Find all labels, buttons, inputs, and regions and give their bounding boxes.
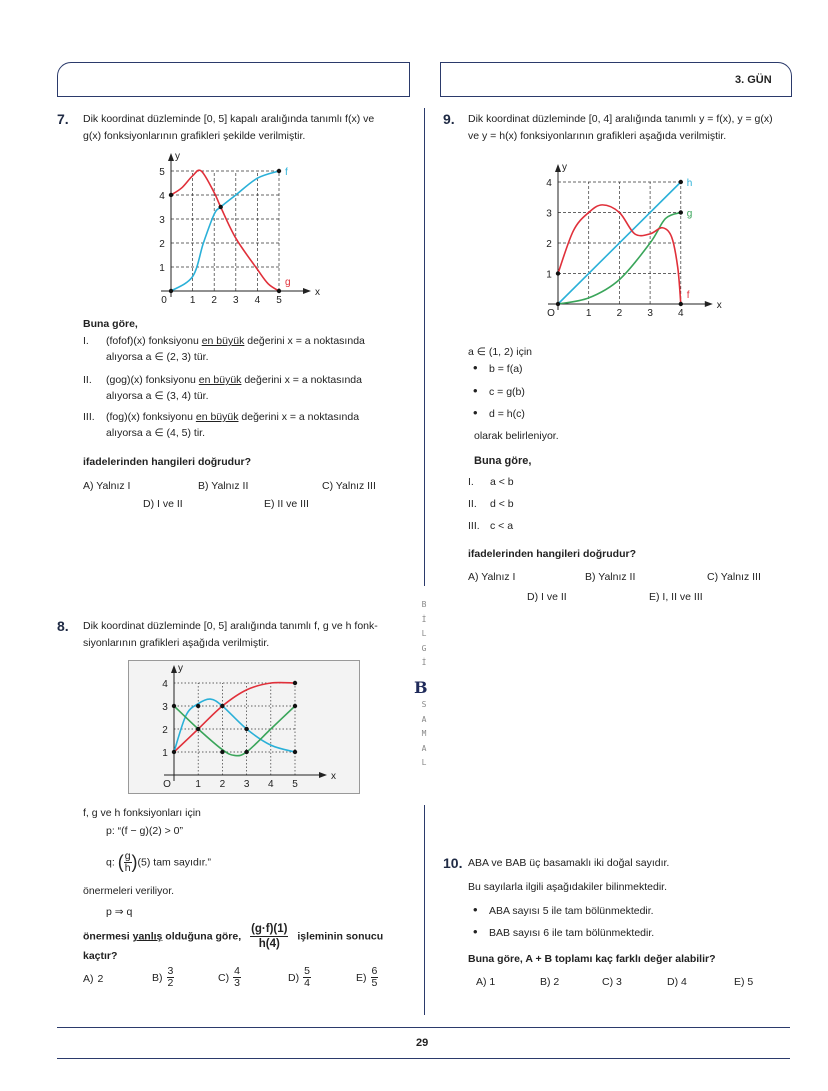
q8-q-suffix: (5) tam sayıdır.” bbox=[137, 856, 212, 869]
q8-choice-a[interactable] bbox=[83, 973, 103, 985]
q9-choice-d[interactable]: D) I ve II bbox=[527, 591, 567, 603]
q8-intro: f, g ve h fonksiyonları için bbox=[83, 807, 201, 819]
x-axis-arrow-icon bbox=[303, 288, 311, 294]
q8-q-prefix: q: bbox=[106, 856, 118, 869]
item-text: değerini x = a noktasında bbox=[238, 411, 360, 423]
day-label: 3. GÜN bbox=[735, 74, 772, 86]
q9-choice-c[interactable]: C) Yalnız III bbox=[707, 571, 761, 583]
x-tick-label: 1 bbox=[585, 308, 592, 319]
item-text: (gog)(x) fonksiyonu bbox=[106, 374, 199, 386]
q7-choice-a[interactable]: A) Yalnız I bbox=[83, 480, 131, 492]
denominator: 3 bbox=[234, 977, 240, 989]
q7-text-2: g(x) fonksiyonlarının grafikleri şekilde verilmiştir. bbox=[83, 130, 306, 142]
x-tick-label: 4 bbox=[678, 308, 684, 319]
q10-bullet: ABA sayısı 5 ile tam bölünmektedir. bbox=[489, 905, 654, 917]
series-label: g bbox=[285, 277, 291, 288]
y-tick-label: 2 bbox=[159, 239, 165, 250]
q9-number: 9. bbox=[443, 111, 455, 127]
q8-choice-e[interactable] bbox=[356, 966, 378, 989]
q7-item-line2: alıyorsa a ∈ (2, 3) tür. bbox=[106, 351, 209, 363]
data-point bbox=[220, 750, 224, 754]
q8-statement-q bbox=[106, 851, 211, 874]
item-numeral: I. bbox=[83, 335, 89, 347]
paren-open: ( bbox=[117, 852, 124, 872]
choice-fraction bbox=[371, 966, 379, 989]
q10-choice-d[interactable]: D) 4 bbox=[667, 976, 687, 988]
choice-letter: C) bbox=[218, 971, 230, 984]
footer-line-top bbox=[57, 1027, 790, 1028]
side-letter: M bbox=[421, 729, 427, 738]
x-tick-label: 4 bbox=[268, 779, 274, 790]
origin-label: 0 bbox=[161, 295, 167, 306]
data-point bbox=[556, 271, 560, 275]
q8-q-denominator: h bbox=[124, 862, 131, 874]
series-label: h bbox=[686, 178, 693, 189]
q10-bullet: BAB sayısı 6 ile tam bölünmektedir. bbox=[489, 927, 655, 939]
item-underlined: en büyük bbox=[201, 335, 245, 347]
side-letter: A bbox=[421, 743, 427, 753]
q10-text-2: Bu sayılarla ilgili aşağıdakiler bilinmektedir. bbox=[468, 881, 668, 893]
q8-number: 8. bbox=[57, 618, 69, 634]
q7-choice-d[interactable]: D) I ve II bbox=[143, 498, 183, 510]
q9-item: a < b bbox=[490, 476, 514, 488]
q10-number: 10. bbox=[443, 855, 463, 871]
q7-question: ifadelerinden hangileri doğrudur? bbox=[83, 456, 252, 468]
q8-ask-mid: olduğuna göre, bbox=[162, 930, 242, 943]
choice-fraction bbox=[167, 966, 175, 989]
x-tick-label: 3 bbox=[647, 308, 653, 319]
data-point bbox=[277, 169, 281, 173]
q8-implication: p ⇒ q bbox=[106, 906, 133, 918]
data-point bbox=[556, 302, 560, 306]
q7-text-1: Dik koordinat düzleminde [0, 5] kapalı aralığında tanımlı f(x) ve bbox=[83, 113, 375, 125]
denominator: 4 bbox=[304, 977, 310, 989]
denominator: 2 bbox=[167, 977, 174, 989]
side-letter: G bbox=[421, 643, 427, 653]
item-text: değerini x = a noktasında bbox=[244, 335, 365, 347]
denominator: 5 bbox=[371, 977, 378, 989]
bullet-icon: • bbox=[473, 383, 478, 398]
y-axis-arrow-icon bbox=[555, 164, 561, 172]
choice-letter: B) bbox=[152, 971, 163, 984]
q8-choice-d[interactable] bbox=[288, 966, 311, 989]
series-h-line bbox=[558, 182, 681, 304]
side-letter: İ bbox=[421, 614, 427, 624]
q8-ask bbox=[83, 922, 383, 951]
x-tick-label: 5 bbox=[276, 295, 282, 306]
page-number: 29 bbox=[416, 1037, 429, 1049]
x-tick-label: 5 bbox=[292, 779, 298, 790]
q10-choice-b[interactable]: B) 2 bbox=[540, 976, 560, 988]
x-axis-arrow-icon bbox=[705, 301, 713, 307]
header-box-left bbox=[57, 62, 410, 97]
q9-bullet: c = g(b) bbox=[489, 386, 525, 398]
numerator: 3 bbox=[167, 965, 174, 977]
series-f-line bbox=[171, 171, 279, 291]
q8-text-1: Dik koordinat düzleminde [0, 5] aralığında tanımlı f, g ve h fonk- bbox=[83, 620, 378, 632]
q8-given: önermeleri veriliyor. bbox=[83, 885, 175, 897]
q9-lead: Buna göre, bbox=[474, 455, 532, 467]
numerator: 4 bbox=[234, 965, 240, 977]
y-axis-label: y bbox=[562, 162, 567, 173]
q7-choice-b[interactable]: B) Yalnız II bbox=[198, 480, 249, 492]
q8-ask-end: kaçtır? bbox=[83, 950, 118, 962]
item-numeral: II. bbox=[468, 498, 477, 510]
q8-expression bbox=[250, 922, 288, 951]
side-letter: S bbox=[421, 700, 427, 709]
series-label: f bbox=[285, 167, 288, 178]
item-text: değerini x = a noktasında bbox=[241, 374, 362, 386]
choice-fraction bbox=[233, 966, 241, 989]
data-point bbox=[277, 289, 281, 293]
numerator: 5 bbox=[304, 965, 310, 977]
q8-ask-post: işleminin sonucu bbox=[297, 930, 384, 943]
x-tick-label: 4 bbox=[254, 295, 261, 306]
y-tick-label: 3 bbox=[546, 208, 552, 220]
data-point bbox=[172, 750, 176, 754]
data-point bbox=[169, 289, 173, 293]
item-numeral: III. bbox=[468, 520, 480, 532]
q8-ask-pre: önermesi bbox=[83, 930, 133, 943]
q8-choice-c[interactable] bbox=[218, 966, 241, 989]
item-numeral: III. bbox=[83, 411, 95, 423]
x-tick-label: 1 bbox=[195, 779, 201, 790]
q8-expr-numerator: (g·f)(1) bbox=[251, 923, 288, 935]
x-tick-label: 3 bbox=[233, 295, 239, 306]
choice-letter: A) bbox=[83, 973, 94, 986]
data-point bbox=[679, 302, 683, 306]
origin-label: O bbox=[547, 308, 555, 319]
item-underlined: en büyük bbox=[195, 411, 239, 423]
q10-choice-a[interactable]: A) 1 bbox=[476, 976, 496, 988]
data-point bbox=[293, 750, 297, 754]
footer-line-bottom bbox=[57, 1058, 790, 1059]
paren-close: ) bbox=[131, 852, 138, 872]
q10-text-1: ABA ve BAB üç basamaklı iki doğal sayıdır. bbox=[468, 857, 670, 869]
y-axis-label: y bbox=[178, 663, 183, 674]
item-numeral: II. bbox=[83, 374, 92, 386]
data-point bbox=[196, 727, 200, 731]
q8-statement-p: p: “(f − g)(2) > 0” bbox=[106, 825, 184, 837]
q8-choice-b[interactable] bbox=[152, 966, 174, 989]
origin-label: O bbox=[163, 779, 171, 790]
x-tick-label: 2 bbox=[616, 308, 623, 319]
y-tick-label: 2 bbox=[162, 725, 168, 736]
y-tick-label: 1 bbox=[159, 263, 165, 274]
q8-q-fraction bbox=[124, 851, 132, 874]
q9-choice-b[interactable]: B) Yalnız II bbox=[585, 571, 636, 583]
data-point bbox=[220, 704, 224, 708]
bullet-icon: • bbox=[473, 405, 478, 420]
y-tick-label: 1 bbox=[162, 748, 168, 759]
q10-choice-c[interactable]: C) 3 bbox=[602, 976, 622, 988]
x-axis-label: x bbox=[315, 287, 320, 298]
y-tick-label: 1 bbox=[546, 269, 552, 281]
column-divider-bottom bbox=[424, 805, 425, 1015]
choice-letter: E) bbox=[356, 971, 367, 984]
q9-item: d < b bbox=[490, 498, 514, 510]
q8-q-numerator: g bbox=[124, 850, 131, 862]
q10-choice-e[interactable]: E) 5 bbox=[734, 976, 754, 988]
q9-bullet: b = f(a) bbox=[489, 363, 523, 375]
data-point bbox=[293, 681, 297, 685]
series-f-line bbox=[558, 205, 681, 304]
side-letter: İ bbox=[421, 658, 427, 667]
series-g-line bbox=[171, 170, 279, 291]
q7-lead: Buna göre, bbox=[83, 318, 138, 330]
q7-item-line2: alıyorsa a ∈ (3, 4) tür. bbox=[106, 390, 209, 402]
q8-text-2: siyonlarının grafikleri aşağıda verilmiştir. bbox=[83, 637, 270, 649]
y-axis-arrow-icon bbox=[168, 153, 174, 161]
q9-text-2: ve y = h(x) fonksiyonlarının grafikleri aşağıda verilmiştir. bbox=[468, 130, 727, 142]
y-tick-label: 3 bbox=[162, 702, 168, 713]
data-point bbox=[244, 727, 248, 731]
side-letter: L bbox=[421, 758, 427, 767]
q7-item bbox=[83, 374, 362, 386]
q7-item bbox=[83, 411, 359, 423]
choice-value: 2 bbox=[97, 973, 104, 985]
bullet-icon: • bbox=[473, 924, 478, 939]
q7-item bbox=[83, 335, 365, 347]
brand-logo-icon: B bbox=[414, 678, 428, 697]
q7-item-line2: alıyorsa a ∈ (4, 5) tir. bbox=[106, 427, 206, 439]
data-point bbox=[169, 193, 173, 197]
y-tick-label: 3 bbox=[159, 215, 165, 226]
item-text: (fog)(x) fonksiyonu bbox=[106, 411, 196, 423]
y-tick-label: 2 bbox=[546, 239, 552, 250]
q9-choice-e[interactable]: E) I, II ve III bbox=[649, 591, 703, 603]
bullet-icon: • bbox=[473, 360, 478, 375]
item-text: (fofof)(x) fonksiyonu bbox=[106, 335, 202, 347]
x-tick-label: 2 bbox=[211, 295, 217, 306]
data-point bbox=[218, 205, 222, 209]
q8-expr-denominator: h(4) bbox=[258, 938, 280, 950]
y-tick-label: 5 bbox=[159, 167, 165, 178]
q7-number: 7. bbox=[57, 111, 69, 127]
q9-question: ifadelerinden hangileri doğrudur? bbox=[468, 548, 637, 560]
side-letter: B bbox=[421, 600, 427, 609]
numerator: 6 bbox=[371, 965, 378, 977]
q9-bullet: d = h(c) bbox=[489, 408, 525, 420]
x-axis-label: x bbox=[716, 300, 722, 311]
q9-item: c < a bbox=[490, 520, 514, 532]
y-axis-label: y bbox=[175, 151, 180, 162]
q9-after: olarak belirleniyor. bbox=[474, 430, 559, 442]
q7-choice-e[interactable]: E) II ve III bbox=[264, 498, 309, 510]
q7-choice-c[interactable]: C) Yalnız III bbox=[322, 480, 376, 492]
data-point bbox=[679, 180, 683, 184]
item-underlined: en büyük bbox=[198, 374, 242, 386]
side-letter: L bbox=[421, 629, 427, 638]
series-label: g bbox=[686, 208, 693, 220]
data-point bbox=[679, 210, 683, 214]
q9-text-1: Dik koordinat düzleminde [0, 4] aralığında tanımlı y = f(x), y = g(x) bbox=[468, 113, 773, 125]
item-numeral: I. bbox=[468, 476, 474, 488]
q9-given: a ∈ (1, 2) için bbox=[468, 346, 532, 358]
y-tick-label: 4 bbox=[159, 191, 165, 202]
data-point bbox=[172, 704, 176, 708]
choice-fraction bbox=[303, 966, 311, 989]
data-point bbox=[244, 750, 248, 754]
q10-question: Buna göre, A + B toplamı kaç farklı değer alabilir? bbox=[468, 953, 716, 965]
side-letter: A bbox=[421, 714, 427, 724]
q8-ask-underlined: yanlış bbox=[132, 930, 163, 943]
y-tick-label: 4 bbox=[162, 679, 168, 690]
q9-choice-a[interactable]: A) Yalnız I bbox=[468, 571, 516, 583]
x-tick-label: 2 bbox=[219, 779, 226, 790]
bullet-icon: • bbox=[473, 902, 478, 917]
x-tick-label: 3 bbox=[243, 779, 250, 790]
column-divider-top bbox=[424, 108, 425, 586]
data-point bbox=[293, 704, 297, 708]
series-label: f bbox=[686, 290, 690, 301]
x-tick-label: 1 bbox=[189, 295, 196, 306]
data-point bbox=[196, 704, 200, 708]
x-axis-label: x bbox=[331, 771, 336, 782]
choice-letter: D) bbox=[288, 971, 300, 984]
y-tick-label: 4 bbox=[546, 178, 552, 189]
